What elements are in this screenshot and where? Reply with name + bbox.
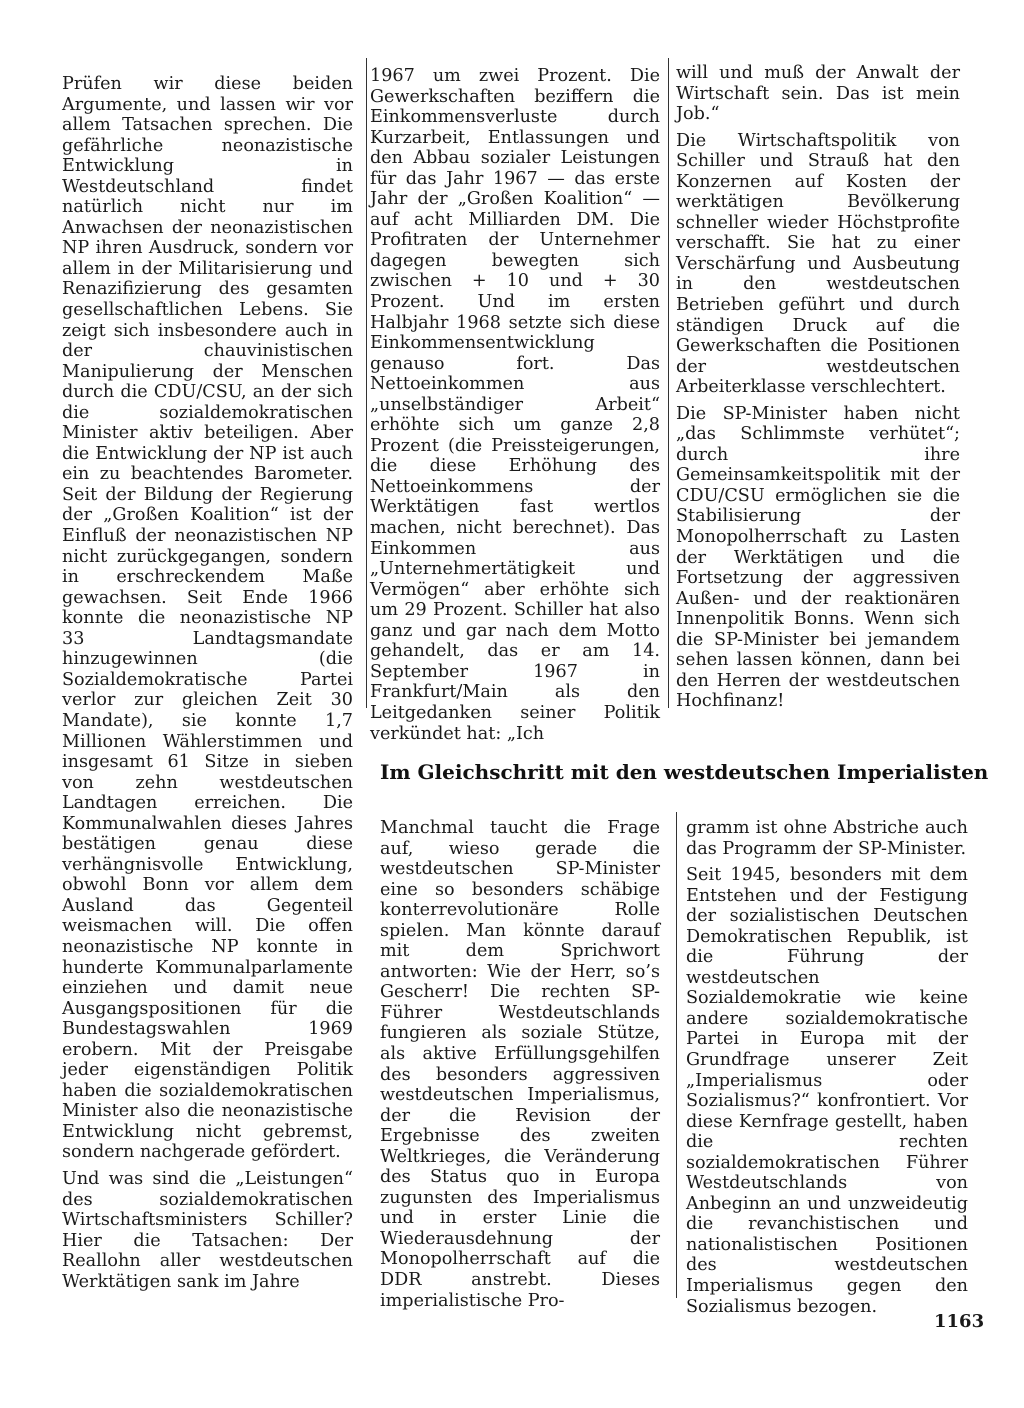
text-column-5 bbox=[686, 818, 968, 1323]
paragraph: Die SP-Minister haben nicht „das Schlimmste verhütet“; durch ihre Gemeinsamkeitspolitik mit der CDU/CSU ermöglichen sie die Stabilisierung der Monopolherrschaft zu Lasten der Werktätigen und die Fortsetzung der aggressiven Außen- und der reaktionären Innenpolitik Bonns. Wenn sich die SP-Minister bei jemandem sehen lassen können, dann bei den Herren der westdeutschen Hochfinanz! bbox=[676, 403, 960, 712]
paragraph: Prüfen wir diese beiden Argumente, und lassen wir vor allem Tatsachen sprechen. Die gefährliche neonazistische Entwicklung in Westdeutschland findet natürlich nicht nur im Anwachsen der neonazistischen NP ihren Ausdruck, sondern vor allem in der Militarisierung und Renazifizierung des gesamten gesellschaftlichen Lebens. Sie zeigt sich insbesondere auch in der chauvinistischen Manipulierung der Menschen durch die CDU/CSU, an der sich die sozialdemokratischen Minister aktiv beteiligen. Aber die Entwicklung der NP ist auch ein zu beachtendes Barometer. Seit der Bildung der Regierung der „Großen Koalition“ ist der Einfluß der neonazistischen NP nicht zurückgegangen, sondern in erschreckendem Maße gewachsen. Seit Ende 1966 konnte die neonazistische NP 33 Landtagsmandate hinzugewinnen (die Sozialdemokratische Partei verlor zur gleichen Zeit 30 Mandate), sie konnte 1,7 Millionen Wählerstimmen und insgesamt 61 Sitze in sieben von zehn westdeutschen Landtagen erreichen. Die Kommunalwahlen dieses Jahres bestätigen genau diese verhängnisvolle Entwicklung, obwohl Bonn vor allem dem Ausland das Gegenteil weismachen will. Die offen neonazistische NP konnte in hunderte Kommunalparlamente einziehen und damit neue Ausgangspositionen für die Bundestagswahlen 1969 erobern. Mit der Preisgabe jeder eigenständigen Politik haben die sozialdemokratischen Minister also die neonazistische Entwicklung nicht gebremst, sondern nachgerade gefördert. bbox=[62, 74, 353, 1163]
section-heading: Im Gleichschritt mit den westdeutschen Imperialisten bbox=[380, 760, 989, 784]
text-column-1 bbox=[62, 74, 353, 1298]
paragraph: will und muß der Anwalt der Wirtschaft sein. Das ist mein Job.“ bbox=[676, 63, 960, 125]
column-divider bbox=[676, 812, 677, 1298]
text-column-2 bbox=[370, 66, 660, 750]
column-divider bbox=[366, 58, 367, 708]
column-divider bbox=[668, 58, 669, 708]
text-column-4 bbox=[380, 818, 660, 1317]
paragraph: 1967 um zwei Prozent. Die Gewerkschaften beziffern die Einkommensverluste durch Kurzarbeit, Entlassungen und den Abbau sozialer Leistungen für das Jahr 1967 — das erste Jahr der „Großen Koalition“ — auf acht Milliarden DM. Die Profitraten der Unternehmer dagegen bewegten sich zwischen + 10 und + 30 Prozent. Und im ersten Halbjahr 1968 setzte sich diese Einkommensentwicklung genauso fort. Das Nettoeinkommen aus „unselbständiger Arbeit“ erhöhte sich um ganze 2,8 Prozent (die Preissteigerungen, die diese Erhöhung des Nettoeinkommens der Werktätigen fast wertlos machen, nicht berechnet). Das Einkommen aus „Unternehmertätigkeit und Vermögen“ aber erhöhte sich um 29 Prozent. Schiller hat also ganz und gar nach dem Motto gehandelt, das er am 14. September 1967 in Frankfurt/Main als den Leitgedanken seiner Politik verkündet hat: „Ich bbox=[370, 66, 660, 744]
paragraph: Seit 1945, besonders mit dem Entstehen und der Festigung der sozialistischen Deutschen Demokratischen Republik, ist die Führung der westdeutschen Sozialdemokratie wie keine andere sozialdemokratische Partei in Europa mit der Grundfrage unserer Zeit „Imperialismus oder Sozialismus?“ konfrontiert. Vor diese Kernfrage gestellt, haben die rechten sozialdemokratischen Führer Westdeutschlands von Anbeginn an und unzweideutig die revanchistischen und nationalistischen Positionen des westdeutschen Imperialismus gegen den Sozialismus bezogen. bbox=[686, 865, 968, 1317]
paragraph: gramm ist ohne Abstriche auch das Programm der SP-Minister. bbox=[686, 818, 968, 859]
paragraph: Und was sind die „Leistungen“ des sozialdemokratischen Wirtschaftsministers Schiller? Hier die Tatsachen: Der Reallohn aller westdeutschen Werktätigen sank im Jahre bbox=[62, 1168, 353, 1292]
paragraph: Die Wirtschaftspolitik von Schiller und Strauß hat den Konzernen auf Kosten der werktätigen Bevölkerung schneller wieder Höchstprofite verschafft. Sie hat zu einer Verschärfung und Ausbeutung in den westdeutschen Betrieben geführt und durch ständigen Druck auf die Gewerkschaften die Positionen der westdeutschen Arbeiterklasse verschlechtert. bbox=[676, 130, 960, 398]
paragraph: Manchmal taucht die Frage auf, wieso gerade die westdeutschen SP-Minister eine so besonders schäbige konterrevolutionäre Rolle spielen. Man könnte darauf mit dem Sprichwort antworten: Wie der Herr, so’s Gescherr! Die rechten SP-Führer Westdeutschlands fungieren als soziale Stütze, als aktive Erfüllungsgehilfen des besonders aggressiven westdeutschen Imperialismus, der die Revision der Ergebnisse des zweiten Weltkrieges, die Veränderung des Status quo in Europa zugunsten des Imperialismus und in erster Linie die Wiederausdehnung der Monopolherrschaft auf die DDR anstrebt. Dieses imperialistische Pro- bbox=[380, 818, 660, 1311]
text-column-3 bbox=[676, 63, 960, 718]
page-number: 1163 bbox=[934, 1311, 985, 1332]
